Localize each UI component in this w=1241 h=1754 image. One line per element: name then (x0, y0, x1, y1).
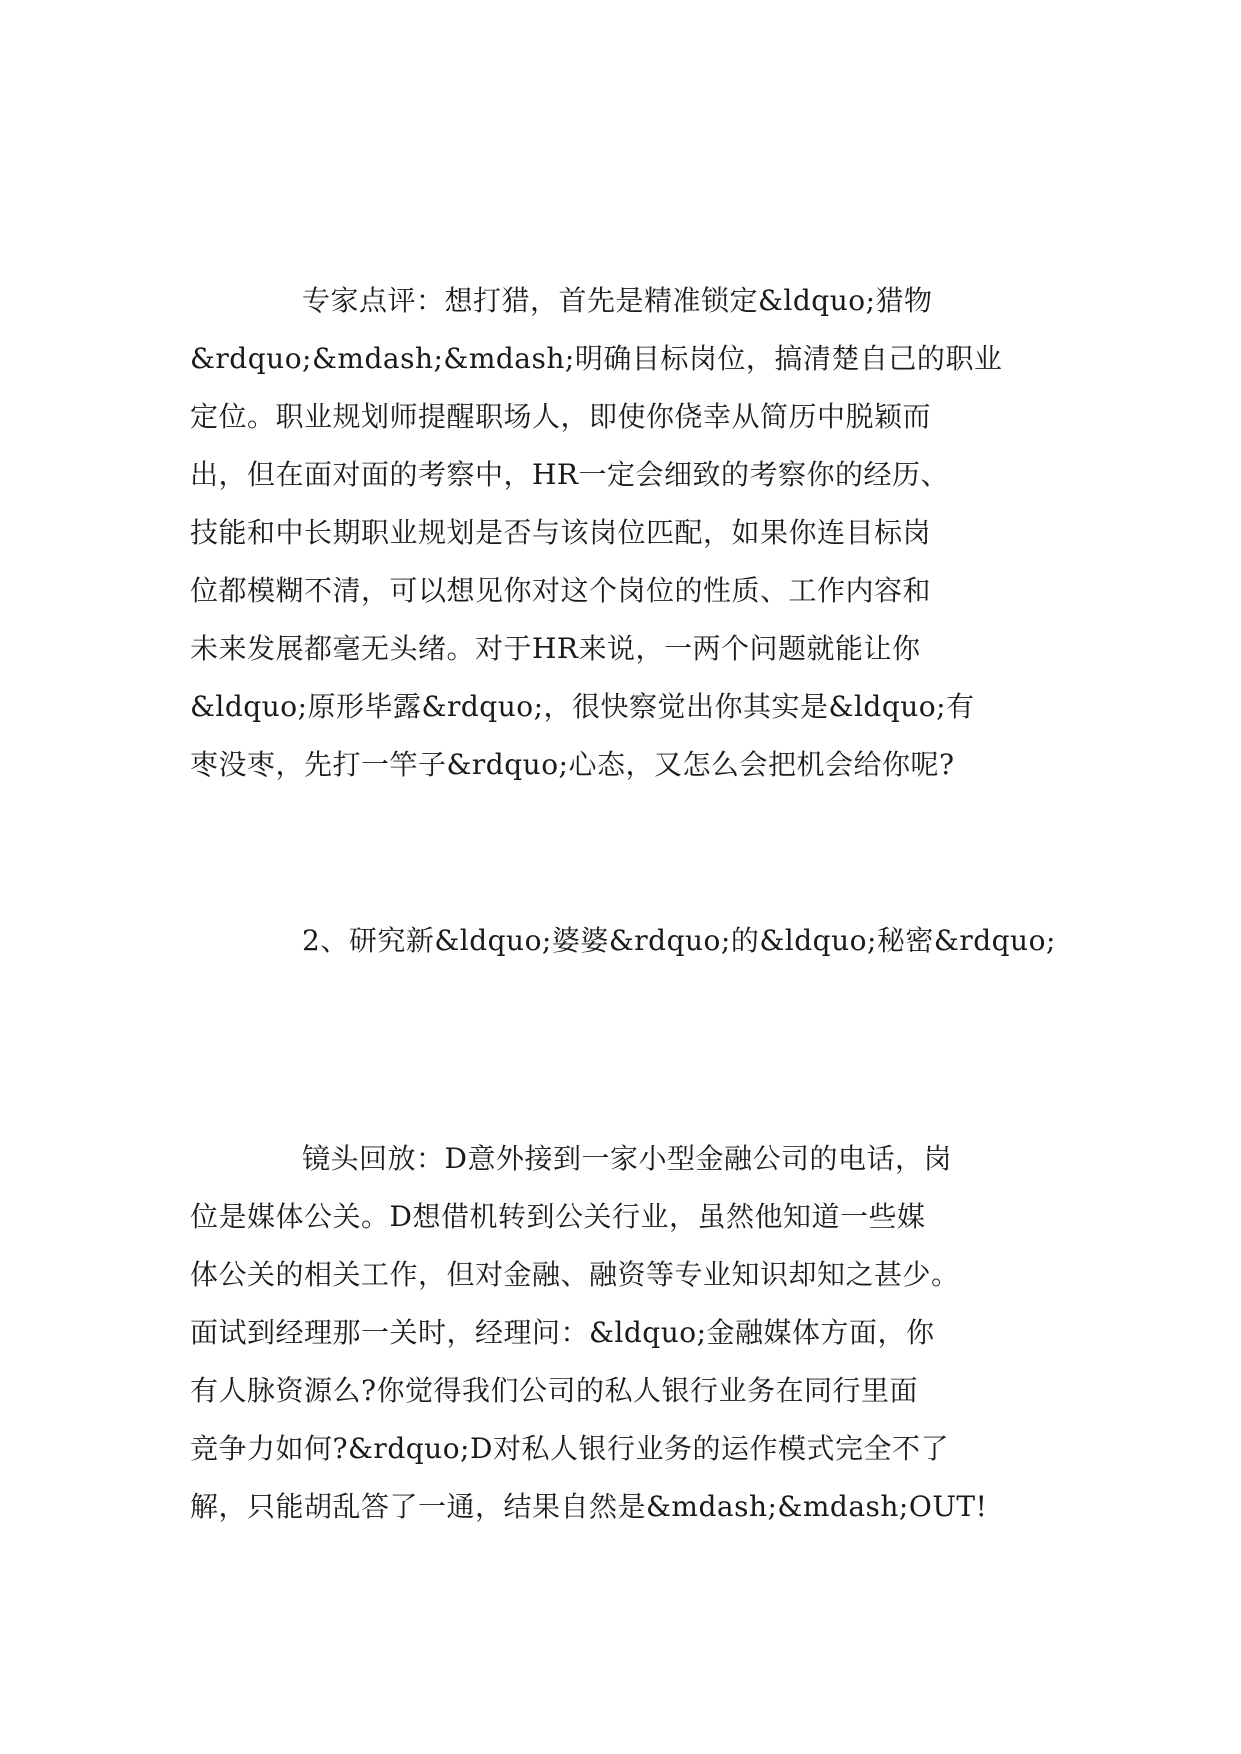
paragraph-line: 竞争力如何?&rdquo;D对私人银行业务的运作模式完全不了 (190, 1432, 949, 1465)
paragraph-line: &ldquo;原形毕露&rdquo;，很快察觉出你其实是&ldquo;有 (190, 690, 975, 723)
paragraph-line: 枣没枣，先打一竿子&rdquo;心态，又怎么会把机会给你呢? (190, 748, 955, 781)
paragraph-line: 出，但在面对面的考察中，HR一定会细致的考察你的经历、 (190, 458, 950, 491)
paragraph-expert-review (190, 272, 1050, 794)
paragraph-line: 有人脉资源么?你觉得我们公司的私人银行业务在同行里面 (190, 1374, 919, 1407)
paragraph-line: 镜头回放：D意外接到一家小型金融公司的电话，岗 (302, 1142, 952, 1175)
section-heading (190, 912, 1056, 970)
paragraph-line: 解，只能胡乱答了一通，结果自然是&mdash;&mdash;OUT! (190, 1490, 988, 1523)
paragraph-line: 位是媒体公关。D想借机转到公关行业，虽然他知道一些媒 (190, 1200, 926, 1233)
paragraph-line: 专家点评：想打猎，首先是精准锁定&ldquo;猎物 (302, 284, 933, 317)
paragraph-line: 未来发展都毫无头绪。对于HR来说，一两个问题就能让你 (190, 632, 921, 665)
paragraph-line: 体公关的相关工作，但对金融、融资等专业知识却知之甚少。 (190, 1258, 960, 1291)
paragraph-line: 技能和中长期职业规划是否与该岗位匹配，如果你连目标岗 (190, 516, 932, 549)
section-heading-text: 2、研究新&ldquo;婆婆&rdquo;的&ldquo;秘密&rdquo; (302, 924, 1056, 957)
paragraph-line: 位都模糊不清，可以想见你对这个岗位的性质、工作内容和 (190, 574, 932, 607)
paragraph-line: 定位。职业规划师提醒职场人，即使你侥幸从简历中脱颖而 (190, 400, 932, 433)
paragraph-line: 面试到经理那一关时，经理问：&ldquo;金融媒体方面，你 (190, 1316, 935, 1349)
paragraph-case-replay (190, 1130, 1050, 1536)
paragraph-line: &rdquo;&mdash;&mdash;明确目标岗位，搞清楚自己的职业 (190, 342, 1003, 375)
